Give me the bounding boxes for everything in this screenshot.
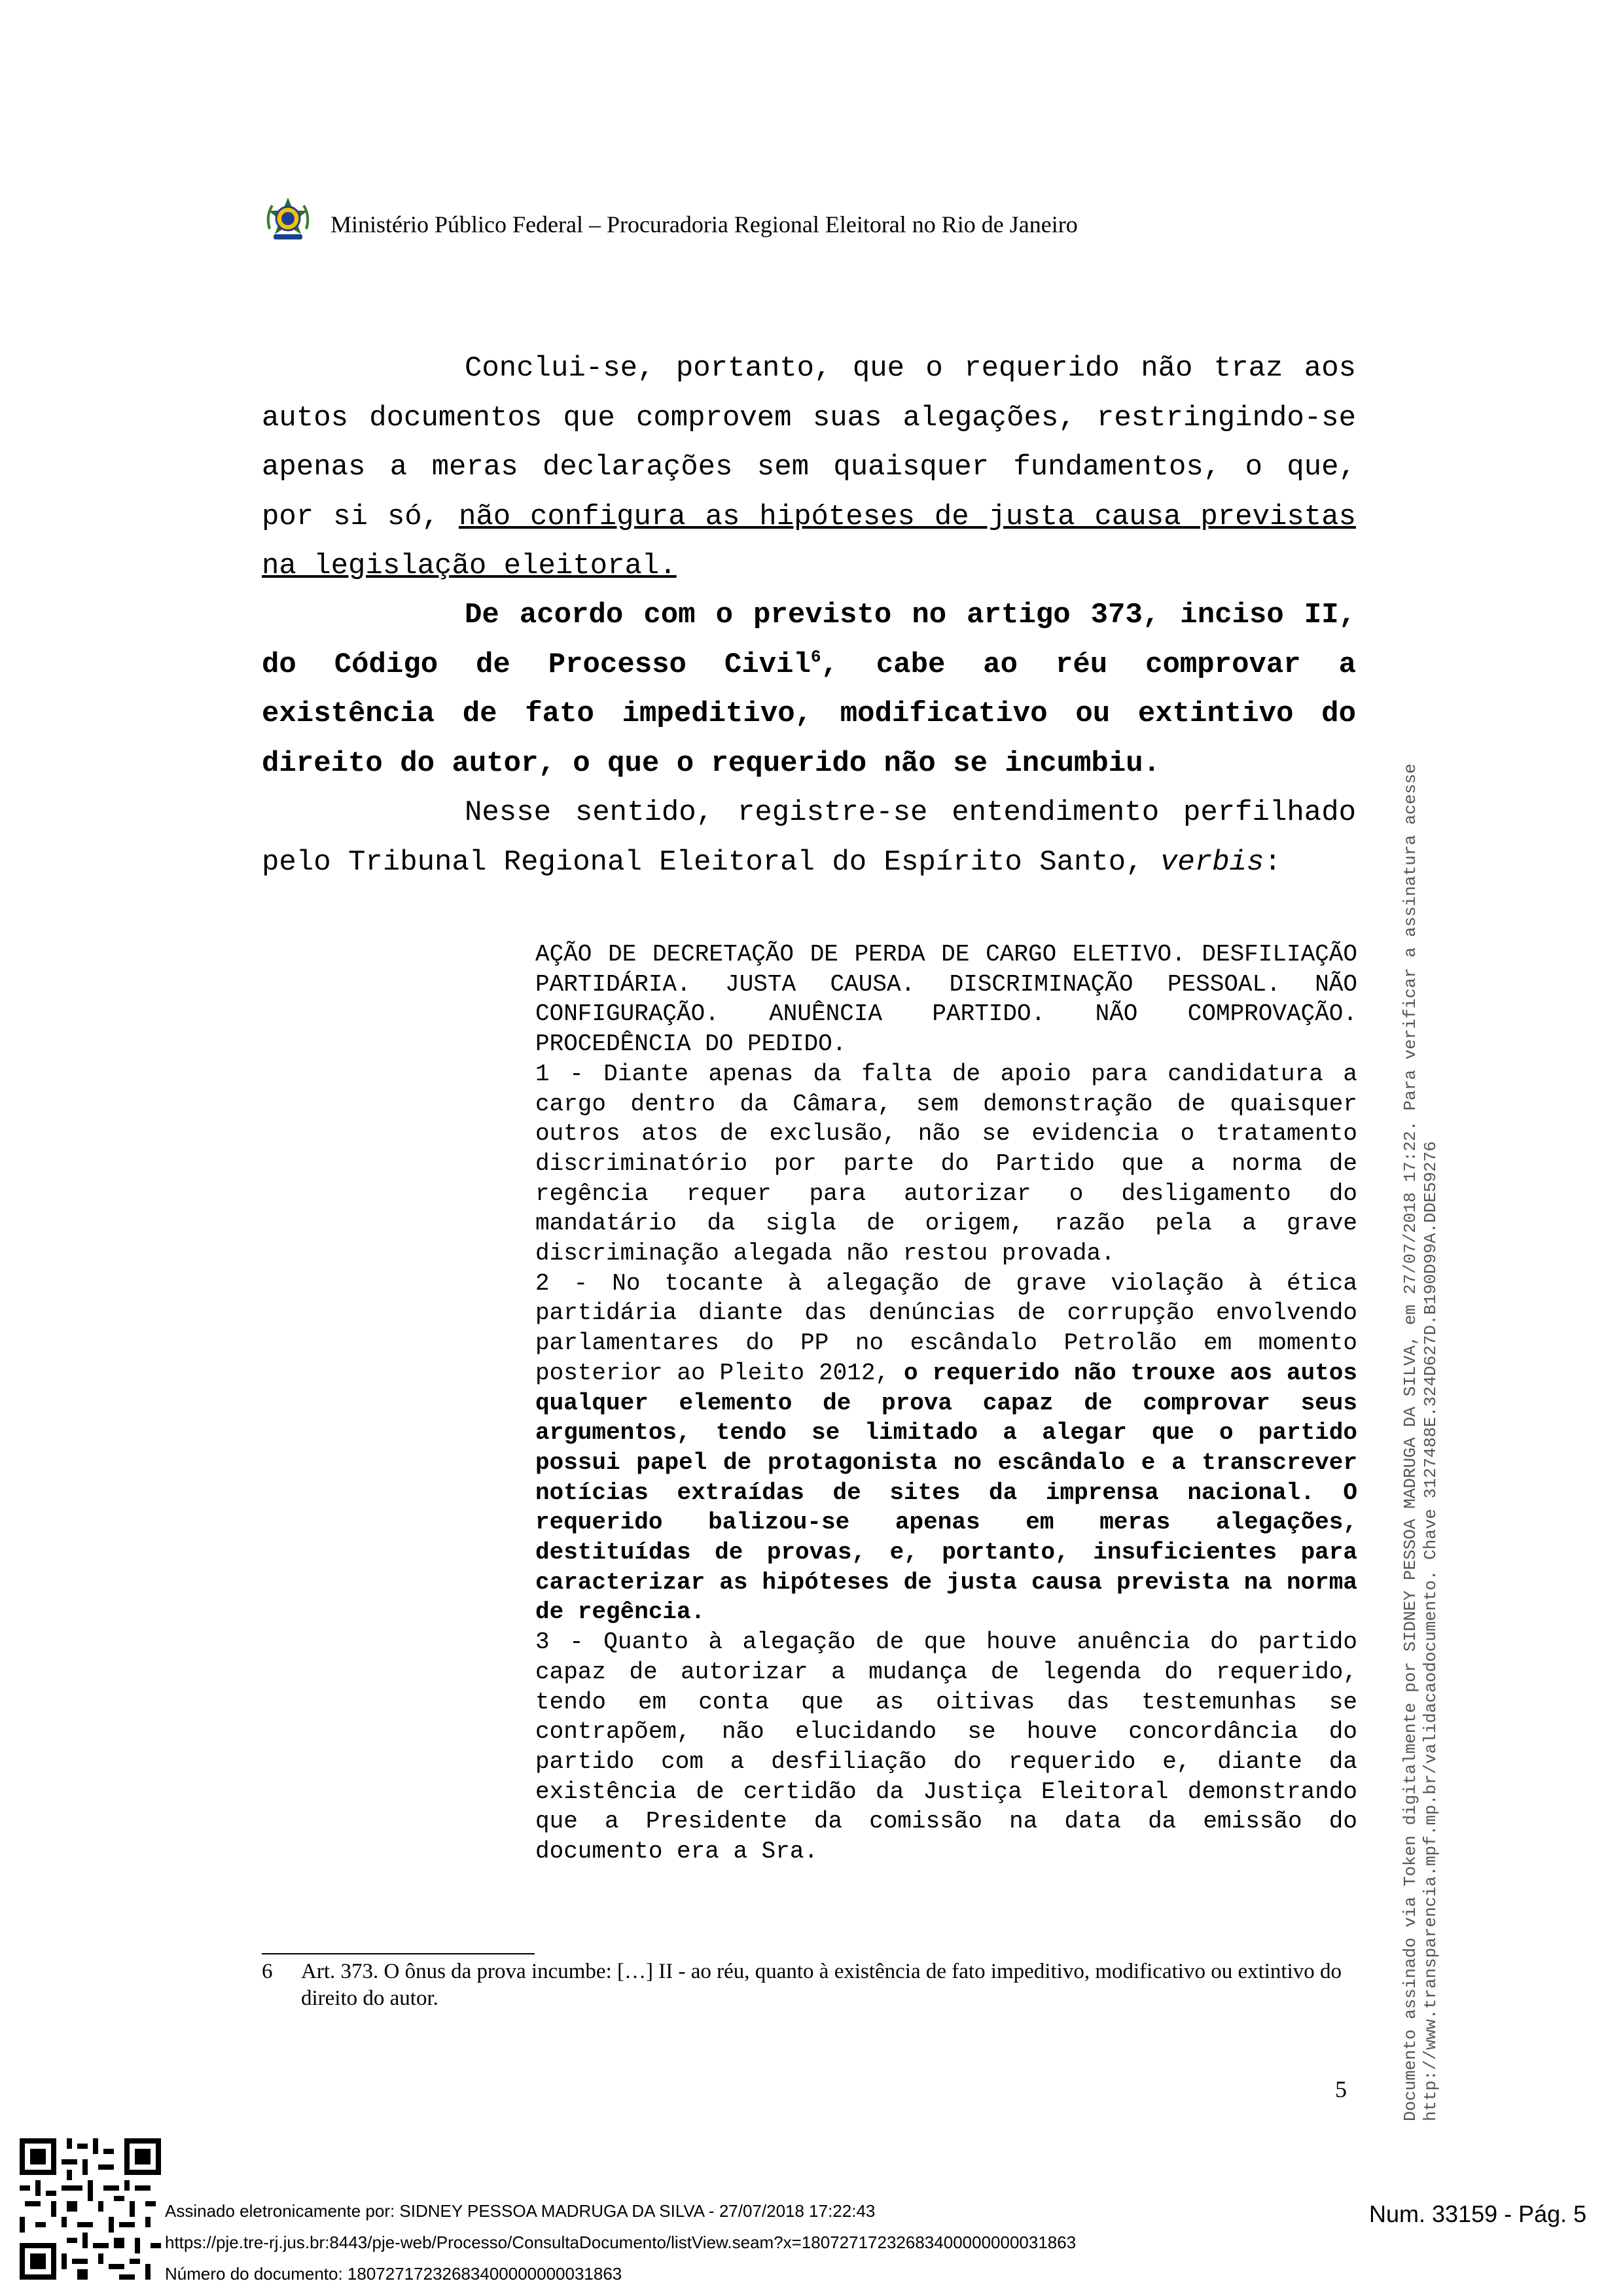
page-number: 5 (1335, 2076, 1347, 2102)
digital-signature-stamp (1400, 551, 1441, 2121)
footnote-ref: 6 (810, 646, 821, 667)
body-paragraph-1 (262, 344, 1356, 592)
signed-by-line: Assinado eletronicamente por: SIDNEY PESSOA MADRUGA DA SILVA - 27/07/2018 17:22:43 (165, 2201, 876, 2221)
stamp-line-1: Documento assinado via Token digitalmente por SIDNEY PESSOA MADRUGA DA SILVA, em 27/07/2018 17:22. Para verificar a assinatura acesse (1400, 763, 1420, 2121)
qr-code-icon (20, 2138, 161, 2280)
footnote-number: 6 (262, 1960, 273, 1983)
p2-after-sup: , cabe ao réu comprovar a existência de fato impeditivo, modificativo ou extintivo do direito do autor, o que o requerido não se incumbiu. (262, 648, 1356, 780)
brasao-seal-icon (263, 196, 313, 246)
body-paragraph-2 (262, 591, 1356, 788)
footnote-text: Art. 373. O ônus da prova incumbe: […] II - ao réu, quanto à existência de fato impeditivo, modificativo ou extintivo do direito do autor. (301, 1960, 1342, 2010)
p3-italic: verbis (1160, 845, 1264, 879)
footnote-divider (262, 1953, 535, 1954)
citation-item-3: 3 - Quanto à alegação de que houve anuência do partido capaz de autorizar a mudança de legenda do requerido, tendo em conta que as oitivas das testemunhas se contrapõem, não elucidando se houve concordância do partido com a desfiliação do requerido e, diante da existência de certidão da Justiça Eleitoral demonstrando que a Presidente da comissão na data da emissão do documento era a Sra. (535, 1629, 1357, 1865)
p1-underlined: não configura as hipóteses de justa causa previstas na legislação eleitoral. (262, 500, 1357, 582)
p2-before-sup: De acordo com o previsto no artigo 373, inciso II, do Código de Processo Civil (262, 599, 1356, 681)
body-paragraph-3 (262, 788, 1356, 887)
num-page-label: Num. 33159 - Pág. 5 (1369, 2200, 1587, 2227)
citation-item-2-plain: 2 - No tocante à alegação de grave violação à ética partidária diante das denúncias de corrupção envolvendo parlamentares do PP no escândalo Petrolão em momento posterior ao Pleito 2012, (535, 1269, 1357, 1386)
citation-item-2-bold: o requerido não trouxe aos autos qualquer elemento de prova capaz de comprovar seus argumentos, tendo se limitado a alegar que o partido possui papel de protagonista no escândalo e a transcrever notícias extraídas de sites da imprensa nacional. O requerido balizou-se apenas em meras alegações, destituídas de provas, e, portanto, insuficientes para caracterizar as hipóteses de justa causa prevista na norma de regência. (535, 1359, 1358, 1626)
header-title: Ministério Público Federal – Procuradoria Regional Eleitoral no Rio de Janeiro (330, 211, 1078, 238)
citation-item-2 (535, 1269, 1357, 1627)
p3-end: : (1264, 845, 1281, 879)
citation-block (535, 940, 1357, 1867)
stamp-line-2: http://www.transparencia.mpf.mp.br/validacaodocumento. Chave 3127488E.324D627D.B190D99A.DDE59276 (1421, 1141, 1440, 2121)
document-number: Número do documento: 18072717232683400000000031863 (165, 2264, 622, 2284)
footnote (262, 1958, 1356, 2012)
document-url[interactable]: https://pje.tre-rj.jus.br:8443/pje-web/Processo/ConsultaDocumento/listView.seam?x=18072717232683400000000031863 (165, 2233, 1077, 2252)
citation-ementa: AÇÃO DE DECRETAÇÃO DE PERDA DE CARGO ELETIVO. DESFILIAÇÃO PARTIDÁRIA. JUSTA CAUSA. DISCRIMINAÇÃO PESSOAL. NÃO CONFIGURAÇÃO. ANUÊNCIA PARTIDO. NÃO COMPROVAÇÃO. PROCEDÊNCIA DO PEDIDO. (535, 941, 1357, 1058)
citation-item-1: 1 - Diante apenas da falta de apoio para candidatura a cargo dentro da Câmara, sem demonstração de quaisquer outros atos de exclusão, não se evidencia o tratamento discriminatório por parte do Partido que a norma de regência requer para autorizar o desligamento do mandatário da sigla de origem, razão pela a grave discriminação alegada não restou provada. (535, 1060, 1357, 1267)
p3-text: Nesse sentido, registre-se entendimento perfilhado pelo Tribunal Regional Eleitoral do Espírito Santo, (262, 796, 1356, 879)
p1-text: Conclui-se, portanto, que o requerido não traz aos autos documentos que comprovem suas alegações, restringindo-se apenas a meras declarações sem quaisquer fundamentos, o que, por si só, (262, 352, 1356, 533)
